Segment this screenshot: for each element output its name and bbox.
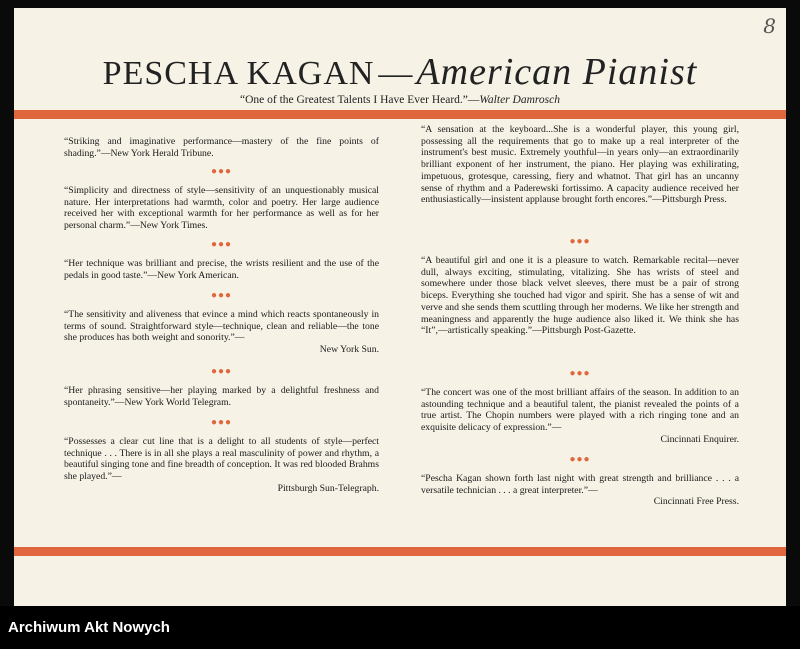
review-item (421, 124, 739, 232)
artist-name: PESCHA KAGAN (102, 55, 375, 92)
review-text: “A beautiful girl and one it is a pleasure to watch. Remarkable recital—never dull, always exciting, stimulating, vitalizing. She has wrists of steel and somewhere under those black velvet sleeves, there must be a pair of strong biceps. Everything she touched had vigor and spirit. She has a sense of wit and verve and she sends them scuttling through her moderns. We like her strength and meaningness and apparently the huge audience also liked it. We think she has “It”,—artistically speaking.”—Pittsburgh Post-Gazette. (421, 255, 739, 337)
page-mark: 8 (763, 14, 776, 38)
tagline-quote: “One of the Greatest Talents I Have Ever Heard.”— (239, 94, 480, 106)
divider-dots-icon: ●●● (569, 454, 591, 465)
review-text: “Pescha Kagan shown forth last night with great strength and brilliance . . . a versatile technician . . . a great interpreter.”— (421, 473, 739, 496)
review-source: New York Sun. (319, 344, 379, 356)
review-source: Pittsburgh Sun-Telegraph. (277, 482, 379, 494)
review-text: “Possesses a clear cut line that is a delight to all students of style—perfect technique . . . There is in all she plays a real masculinity of power and rhythm, a beautiful singing tone and fine breadth of conception. It was red blooded Brahms she played.”— (64, 436, 379, 483)
review-text: “The concert was one of the most brilliant affairs of the season. In addition to an astounding technique and a beautiful talent, the pianist revealed the points of a true artist. The Chopin numbers were played with a rich ringing tone and an exquisite delicacy of expression.”— (421, 387, 739, 434)
archive-footer (0, 606, 800, 649)
divider-dots-icon: ●●● (210, 239, 233, 250)
right-column (421, 124, 739, 508)
review-item (64, 385, 379, 412)
review-text: “The sensitivity and aliveness that evince a mind which reacts spontaneously in terms of sound. Straightforward style—technique, clean and reliable—the tone she produces has both weight and sonority.”— (64, 309, 379, 344)
page-title (14, 50, 786, 94)
review-item (64, 258, 379, 285)
review-source: Cincinnati Free Press. (653, 496, 739, 508)
review-text: “Her phrasing sensitive—her playing marked by a delightful freshness and spontaneity.”—New York World Telegram. (64, 385, 379, 408)
bottom-divider-bar (14, 547, 786, 556)
review-text: “Striking and imaginative performance—mastery of the fine points of shading.”—New York Herald Tribune. (64, 136, 379, 159)
left-column (64, 136, 379, 495)
review-item (64, 436, 379, 495)
divider-dots-icon: ●●● (210, 166, 233, 177)
archive-name: Archiwum Akt Nowych (8, 619, 170, 636)
divider-dots-icon: ●●● (210, 417, 233, 428)
review-item (64, 136, 379, 165)
artist-subtitle: American Pianist (416, 51, 698, 93)
review-item (421, 473, 739, 508)
divider-dots-icon: ●●● (210, 290, 233, 301)
review-text: “Her technique was brilliant and precise, the wrists resilient and the use of the pedals in good taste.”—New York American. (64, 258, 379, 281)
top-divider-bar (14, 110, 786, 119)
divider-dots-icon: ●●● (569, 236, 591, 247)
review-item (64, 309, 379, 361)
review-text: “Simplicity and directness of style—sensitivity of an unquestionably musical nature. Her interpretations had warmth, color and poetry. Her large audience received her with exceptional warmth for her performance as well as for her personal charm.”—New York Times. (64, 185, 379, 232)
review-item (64, 185, 379, 236)
review-source: Cincinnati Enquirer. (660, 433, 739, 445)
title-separator: — (378, 55, 413, 92)
divider-dots-icon: ●●● (210, 366, 233, 377)
divider-dots-icon: ●●● (569, 368, 591, 379)
review-text: “A sensation at the keyboard...She is a wonderful player, this young girl, possessing all the requirements that go to make up a real interpreter of the instrument's best music. Extremely youthful—in years only—an extraordinarily brilliant exponent of her instrument, the piano. Her playing was exhilirating, impetuous, grotesque, caressing, fiery and whatnot. That girl has an uncanny sense of rhythm and a Paderewski fortissimo. A capacity audience received her enthusiastically—insistent applause brought forth encores.”—Pittsburgh Press. (421, 124, 739, 206)
review-item (421, 387, 739, 449)
document-sheet (14, 8, 786, 606)
tagline-attribution: Walter Damrosch (479, 94, 561, 106)
review-item (421, 255, 739, 363)
tagline (14, 94, 786, 106)
